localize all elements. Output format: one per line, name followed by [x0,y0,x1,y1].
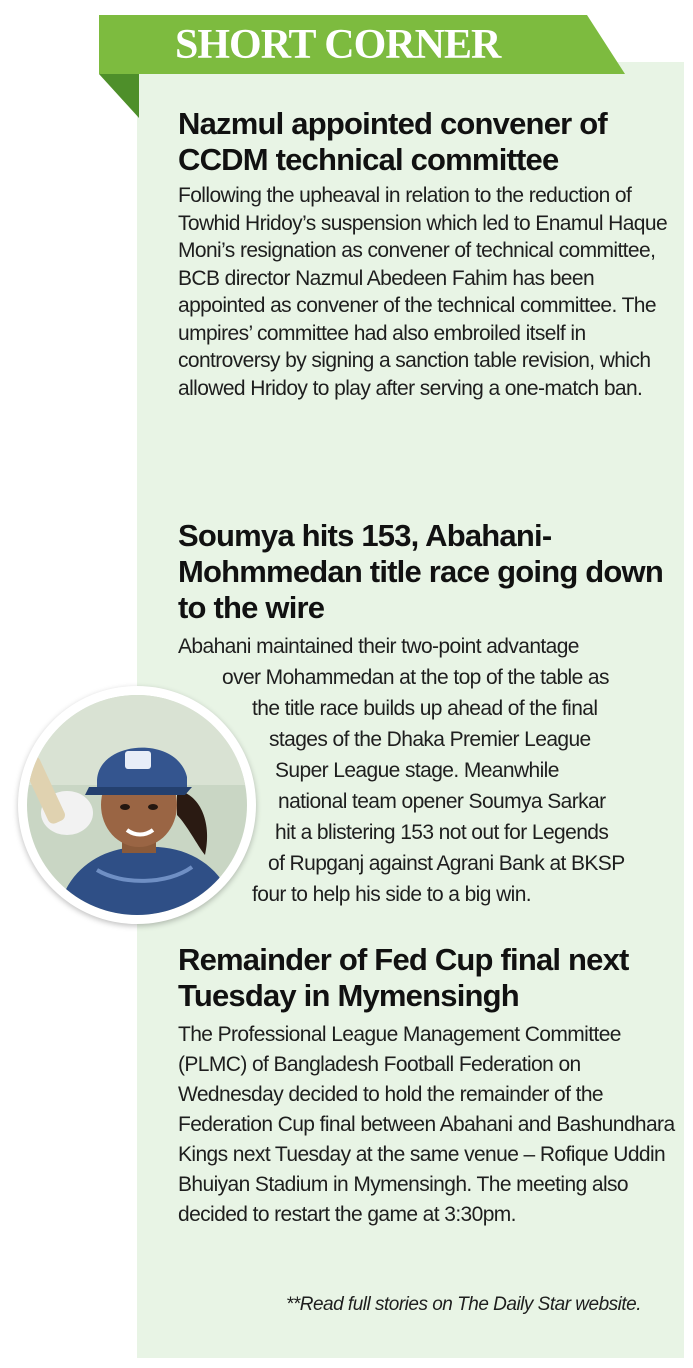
body-line: of Rupganj against Agrani Bank at BKSP [268,852,625,875]
body-line: Abahani maintained their two-point advantage [178,635,579,658]
body-line: the title race builds up ahead of the final [252,697,598,720]
section-title: SHORT CORNER [175,22,501,68]
body-line: Super League stage. Meanwhile [275,759,559,782]
section-banner [99,15,625,74]
story-soumya [178,518,678,910]
story-headline: Nazmul appointed convener of CCDM technical committee [178,106,607,177]
body-line: stages of the Dhaka Premier League [269,728,591,751]
body-line: national team opener Soumya Sarkar [278,790,606,813]
banner-fold [99,74,139,118]
body-line: over Mohammedan at the top of the table as [222,666,609,689]
player-photo [18,686,256,924]
story-headline: Soumya hits 153, Abahani-Mohmmedan title race going down to the wire [178,518,664,625]
story-headline: Remainder of Fed Cup final next Tuesday in Mymensingh [178,942,629,1013]
body-line: four to help his side to a big win. [252,883,532,906]
story-body: The Professional League Management Committee (PLMC) of Bangladesh Football Federation on Wednesday decided to hold the remainder of the Federation Cup final between Abahani and Bashundhara Kings next Tuesday at the same venue – Rofique Uddin Bhuiyan Stadium in Mymensingh. The meeting also decided to restart the game at 3:30pm. [178,1023,675,1226]
story-body: Following the upheaval in relation to the reduction of Towhid Hridoy’s suspension which led to Enamul Haque Moni’s resignation as convener of technical committee, BCB director Nazmul Abedeen Fahim has been appointed as convener of the technical committee. The umpires’ committee had also embroiled itself in controversy by signing a sanction table revision, which allowed Hridoy to play after serving a one-match ban. [178,184,668,400]
body-line: hit a blistering 153 not out for Legends [275,821,609,844]
story-fed-cup [178,942,678,1230]
footer-note: **Read full stories on The Daily Star website. [285,1294,641,1315]
story-nazmul [178,106,678,402]
cricketer-portrait-image [27,695,247,915]
story-body [178,631,678,910]
